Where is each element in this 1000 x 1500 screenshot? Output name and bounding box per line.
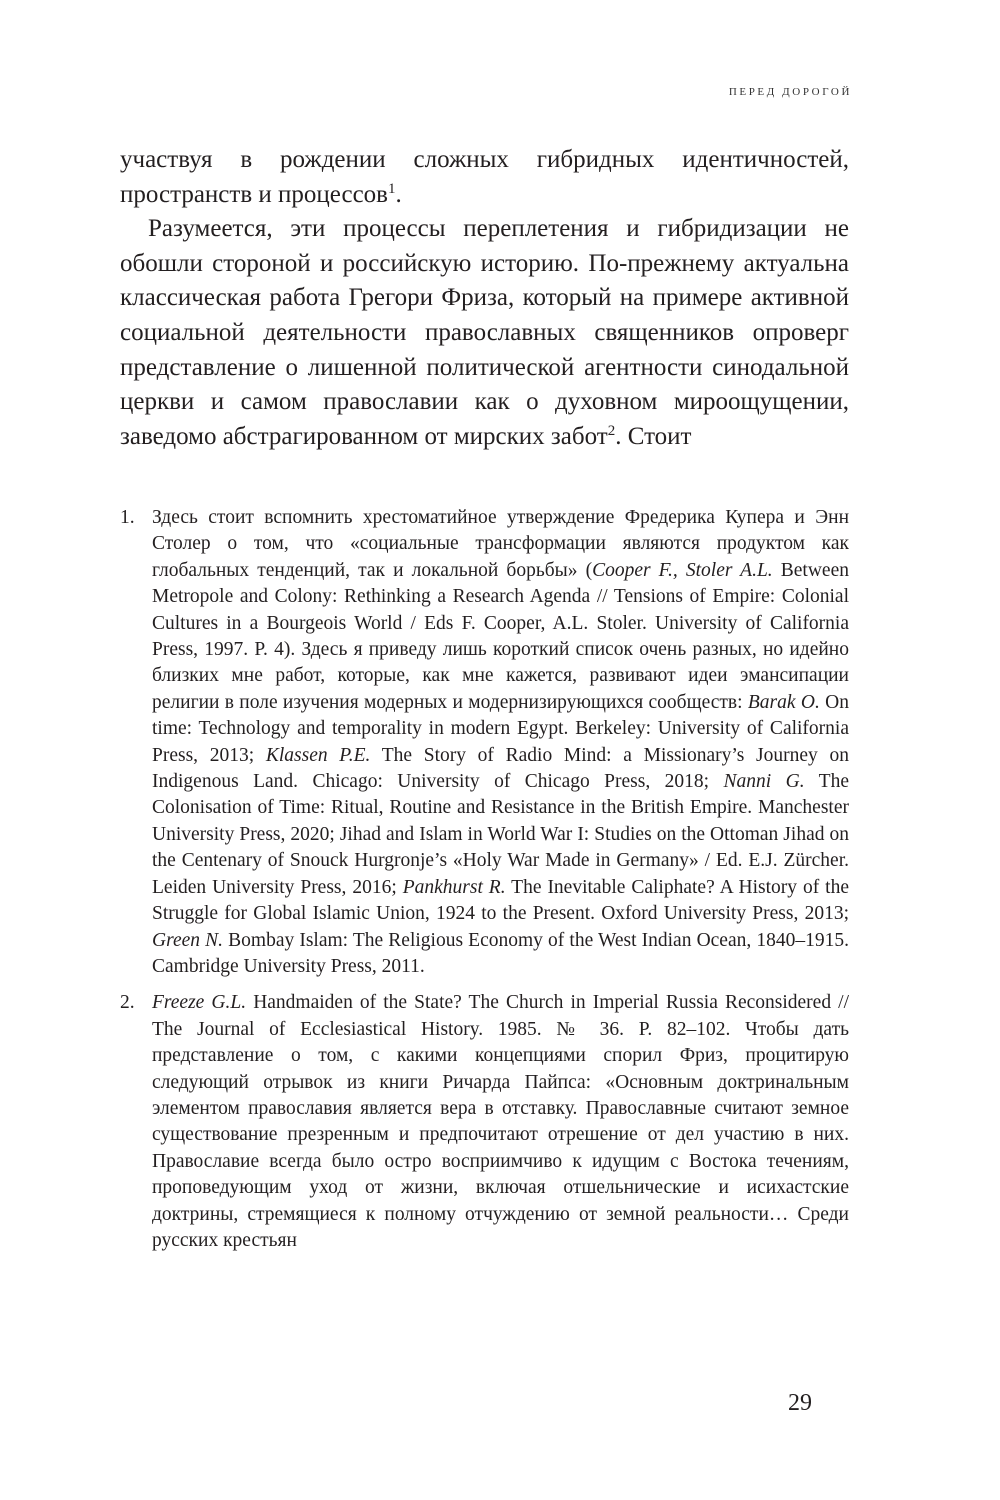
- footnotes: [120, 505, 849, 1264]
- footnote-fragment: The Story of Radio Mind: a Missionary’s Journey on Indigenous Land. Chicago: University of Chicago Press, 2018;: [152, 744, 849, 793]
- footnote-ref: 1: [387, 180, 396, 197]
- footnote-text: [152, 990, 849, 1254]
- footnote-number: 2.: [120, 992, 135, 1014]
- footnote-fragment: Bombay Islam: The Religious Economy of the West Indian Ocean, 1840–1915. Cambridge University Press, 2011.: [152, 929, 849, 977]
- page-number: 29: [788, 1390, 812, 1416]
- main-text: [120, 143, 849, 454]
- footnote-fragment: The Colonisation of Time: Ritual, Routine and Resistance in the British Empire. Manchester University Press, 2020; Jihad and Islam in World War I: Studies on the Ottoman Jihad on the Centenary of Snouck Hurgronje’s «Holy War Made in Germany» / Ed. E.J. Zürcher. Leiden University Press, 2016;: [152, 771, 849, 898]
- footnote: [120, 505, 849, 980]
- running-head: ПЕРЕД ДОРОГОЙ: [728, 86, 852, 98]
- footnote-fragment: Здесь стоит вспомнить хрестоматийное утверждение Фредерика Купера и Энн Столер о том, что «социальные трансформации являются продуктом как глобальных тенденций, так и локальной борьбы» (: [152, 507, 849, 581]
- paragraph: Разумеется, эти процессы переплетения и гибридизации не обошли стороной и российскую историю. По-прежнему актуальна классическая работа Грегори Фриза, который на примере активной социальной деятельности православных священников опроверг представление о лишенной политической агентности синодальной церкви и самом православии как о духовном мироощущении, заведомо абстрагированном от мирских забот$^2$. Стоит: [120, 215, 849, 450]
- footnote-text: [152, 505, 849, 980]
- footnote-fragment: Handmaiden of the State? The Church in Imperial Russia Reconsidered // The Journal of Ecclesiastical History. 1985. № 36. P. 82–102. Чтобы дать представление о том, с какими концепциями спорил Фриз, процитирую следующий отрывок из книги Ричарда Пайпса: «Основным доктринальным элементом православия является вера в отставку. Православные считают земное существование презренным и предпочитают отрешение от дел участию в них. Православие всегда было остро восприимчиво к идущим с Востока течениям, проповедующим уход от жизни, включая отшельнические и исихастские доктрины, стремящиеся к полному отчуждению от земной реальности… Среди русских крестьян: [152, 992, 849, 1251]
- footnote-fragment: The Inevitable Caliphate? A History of the Struggle for Global Islamic Union, 1924 to the Present. Oxford University Press, 2013;: [152, 876, 849, 925]
- footnote-fragment: Between Metropole and Colony: Rethinking a Research Agenda // Tensions of Empire: Colonial Cultures in a Bourgeois World / Eds F. Cooper, A.L. Stoler. University of California Press, 1997. P. 4). Здесь я приведу лишь короткий список очень разных, но идейно близких мне работ, которые, как мне кажется, развивают идеи эмансипации религии в поле изучения модерных и модернизирующихся сообществ:: [152, 559, 849, 713]
- footnote-fragment: On time: Technology and temporality in modern Egypt. Berkeley: University of California Press, 2013;: [152, 691, 849, 766]
- paragraph-continued: участвуя в рождении сложных гибридных идентичностей, пространств и процессов$^1$.: [120, 146, 849, 208]
- author-name: Nanni G.: [723, 771, 805, 793]
- footnote: [120, 990, 849, 1254]
- author-name: Green N.: [152, 929, 224, 951]
- footnote-number: 1.: [120, 507, 135, 528]
- author-name: Barak O.: [747, 691, 820, 713]
- footnote-ref: 2: [607, 422, 616, 439]
- author-name: Pankhurst R.: [402, 876, 506, 898]
- author-name: Cooper F., Stoler A.L.: [592, 559, 773, 581]
- author-name: Freeze G.L.: [152, 992, 247, 1014]
- author-name: Klassen P.E.: [265, 744, 371, 766]
